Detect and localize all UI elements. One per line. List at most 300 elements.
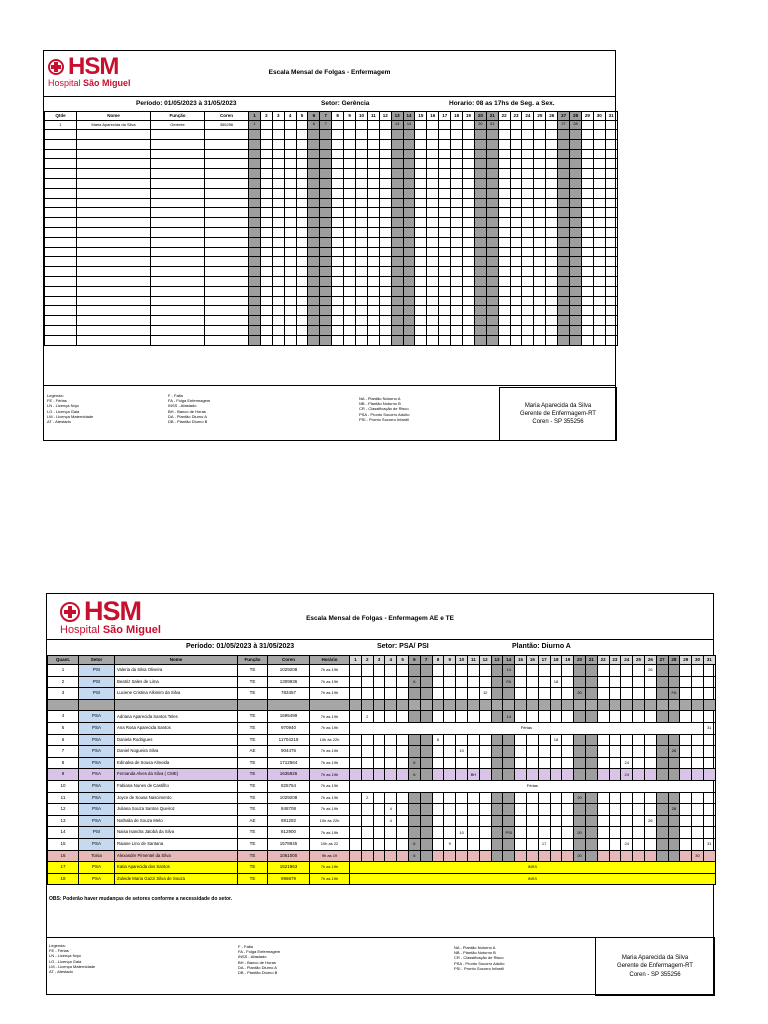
empty-day-cell <box>320 198 332 208</box>
empty-cell <box>77 296 151 306</box>
day-cell <box>408 688 420 700</box>
empty-day-cell <box>463 286 475 296</box>
day-cell <box>633 734 645 746</box>
quant-cell: 6 <box>48 734 79 746</box>
empty-day-cell <box>451 286 463 296</box>
day-header: 9 <box>444 656 456 665</box>
horario-cell: 7h as 19h <box>310 676 350 688</box>
empty-cell <box>205 188 249 198</box>
day-cell <box>550 838 562 850</box>
empty-day-cell <box>605 306 617 316</box>
empty-day-cell <box>510 169 522 179</box>
empty-day-cell <box>284 139 296 149</box>
empty-day-cell <box>581 208 593 218</box>
day-cell: BH <box>467 769 479 781</box>
empty-cell <box>77 130 151 140</box>
empty-day-cell <box>272 237 284 247</box>
empty-day-cell <box>249 198 261 208</box>
empty-day-cell <box>558 267 570 277</box>
setor-cell: PSI <box>79 676 115 688</box>
nome-cell: Raiane Lino de Santana <box>115 838 238 850</box>
empty-day-cell <box>593 149 605 159</box>
day-cell <box>703 676 715 688</box>
empty-day-cell <box>522 227 534 237</box>
horario-cell: 7h as 19h <box>310 862 350 874</box>
empty-day-cell <box>391 286 403 296</box>
empty-day-cell <box>332 286 344 296</box>
empty-day-cell <box>581 169 593 179</box>
day-cell <box>538 734 550 746</box>
day-cell <box>385 792 397 804</box>
day-cell: 4 <box>385 815 397 827</box>
empty-day-cell <box>367 306 379 316</box>
empty-day-cell <box>463 335 475 345</box>
empty-day-cell <box>308 169 320 179</box>
day-cell: 24 <box>621 769 633 781</box>
empty-day-cell <box>403 178 415 188</box>
empty-day-cell <box>605 267 617 277</box>
empty-day-cell <box>379 316 391 326</box>
column-header: Função <box>238 656 268 665</box>
empty-cell <box>205 227 249 237</box>
day-cell <box>680 676 692 688</box>
horario-cell: 10h as 22 <box>310 838 350 850</box>
empty-cell <box>205 149 249 159</box>
legend-item: Legenda: <box>49 943 66 948</box>
empty-day-cell <box>486 208 498 218</box>
empty-day-cell <box>558 178 570 188</box>
empty-day-cell <box>379 159 391 169</box>
day-cell <box>644 792 656 804</box>
day-header: 7 <box>420 656 432 665</box>
empty-day-cell <box>332 169 344 179</box>
empty-day-cell <box>439 198 451 208</box>
day-cell <box>515 769 527 781</box>
day-cell <box>550 711 562 723</box>
day-cell <box>467 688 479 700</box>
day-cell <box>350 838 362 850</box>
day-cell <box>479 711 491 723</box>
empty-day-cell <box>284 227 296 237</box>
day-cell <box>538 769 550 781</box>
table-row <box>48 665 716 677</box>
separator-cell <box>550 699 562 711</box>
empty-cell <box>151 325 205 335</box>
day-cell <box>456 711 468 723</box>
empty-day-cell <box>474 178 486 188</box>
empty-day-cell <box>356 257 368 267</box>
day-cell <box>538 688 550 700</box>
empty-day-cell <box>344 159 356 169</box>
empty-day-cell <box>356 218 368 228</box>
funcao-cell: AE <box>238 815 268 827</box>
empty-day-cell <box>534 335 546 345</box>
empty-day-cell <box>498 169 510 179</box>
day-cell <box>668 676 680 688</box>
empty-day-cell <box>498 247 510 257</box>
empty-day-cell <box>474 208 486 218</box>
empty-day-cell <box>308 247 320 257</box>
empty-day-cell <box>498 149 510 159</box>
empty-day-cell <box>356 286 368 296</box>
empty-day-cell <box>296 306 308 316</box>
empty-day-cell <box>427 149 439 159</box>
empty-cell <box>205 325 249 335</box>
day-cell: 14 <box>503 711 515 723</box>
empty-day-cell <box>249 296 261 306</box>
empty-day-cell <box>284 149 296 159</box>
day-cell <box>515 757 527 769</box>
empty-day-cell <box>534 198 546 208</box>
setor-cell: PSA <box>79 711 115 723</box>
empty-cell <box>45 227 77 237</box>
day-header: 15 <box>515 656 527 665</box>
day-cell <box>420 838 432 850</box>
quant-cell: 4 <box>48 711 79 723</box>
empty-day-cell <box>451 306 463 316</box>
empty-day-cell <box>344 335 356 345</box>
day-cell <box>432 792 444 804</box>
nome-cell: Beatriz Sales de Lima <box>115 676 238 688</box>
day-cell <box>609 838 621 850</box>
empty-day-cell <box>522 276 534 286</box>
empty-day-cell <box>463 139 475 149</box>
day-header: 10 <box>356 112 368 121</box>
day-cell <box>680 804 692 816</box>
day-cell <box>350 792 362 804</box>
empty-day-cell <box>570 159 582 169</box>
empty-day-cell <box>522 130 534 140</box>
day-cell <box>621 711 633 723</box>
empty-day-cell <box>320 276 332 286</box>
day-cell <box>444 688 456 700</box>
empty-day-cell <box>546 247 558 257</box>
empty-day-cell <box>558 169 570 179</box>
day-cell <box>526 746 538 758</box>
empty-day-cell <box>605 296 617 306</box>
day-cell <box>692 676 704 688</box>
empty-day-cell <box>403 286 415 296</box>
empty-day-cell <box>451 335 463 345</box>
day-cell <box>703 734 715 746</box>
day-cell <box>467 815 479 827</box>
empty-day-cell <box>379 296 391 306</box>
empty-day-cell <box>451 218 463 228</box>
day-header: 30 <box>692 656 704 665</box>
empty-day-cell <box>260 267 272 277</box>
nome-cell: Daniela Rodrigues <box>115 734 238 746</box>
funcao-cell: Gerente <box>151 121 205 130</box>
coren-cell: 970940 <box>268 722 310 734</box>
empty-day-cell <box>534 257 546 267</box>
empty-day-cell <box>558 257 570 267</box>
logo-subtitle: Hospital São Miguel <box>48 78 131 88</box>
day-cell <box>609 850 621 862</box>
empty-day-cell <box>463 306 475 316</box>
day-cell: 26 <box>644 665 656 677</box>
setor-cell: PSA <box>79 804 115 816</box>
empty-day-cell <box>486 130 498 140</box>
empty-day-cell <box>439 149 451 159</box>
table-row <box>48 838 716 850</box>
empty-day-cell <box>367 257 379 267</box>
day-cell <box>550 769 562 781</box>
empty-day-cell <box>451 188 463 198</box>
empty-day-cell <box>451 276 463 286</box>
empty-day-cell <box>272 208 284 218</box>
empty-day-cell <box>439 178 451 188</box>
day-cell <box>503 815 515 827</box>
day-cell <box>385 757 397 769</box>
day-cell <box>574 757 586 769</box>
empty-day-cell <box>581 159 593 169</box>
empty-day-cell <box>272 267 284 277</box>
empty-day-cell <box>570 208 582 218</box>
day-cell: 4 <box>385 804 397 816</box>
day-header: 8 <box>332 112 344 121</box>
empty-day-cell <box>534 188 546 198</box>
empty-day-cell <box>391 169 403 179</box>
horario-cell: 7h as 19h <box>310 769 350 781</box>
empty-day-cell <box>474 267 486 277</box>
day-cell <box>420 850 432 862</box>
empty-day-cell <box>296 296 308 306</box>
empty-day-cell <box>474 169 486 179</box>
day-cell <box>503 688 515 700</box>
empty-day-cell <box>534 267 546 277</box>
day-cell <box>644 734 656 746</box>
day-cell <box>585 757 597 769</box>
empty-day-cell <box>367 296 379 306</box>
day-cell <box>344 121 356 130</box>
day-header: 12 <box>379 112 391 121</box>
empty-cell <box>205 306 249 316</box>
empty-day-cell <box>260 296 272 306</box>
empty-day-cell <box>272 306 284 316</box>
day-cell <box>515 815 527 827</box>
empty-day-cell <box>486 276 498 286</box>
day-cell <box>562 815 574 827</box>
span-note-cell: Férias <box>350 722 704 734</box>
empty-cell <box>151 306 205 316</box>
table-row <box>48 734 716 746</box>
day-cell <box>526 850 538 862</box>
day-cell <box>656 746 668 758</box>
empty-day-cell <box>522 316 534 326</box>
legend-item: INSS - Afastado <box>168 403 197 409</box>
empty-day-cell <box>367 139 379 149</box>
day-header: 11 <box>367 112 379 121</box>
empty-day-cell <box>415 218 427 228</box>
day-cell <box>562 757 574 769</box>
day-header: 10 <box>456 656 468 665</box>
empty-day-cell <box>593 198 605 208</box>
empty-day-cell <box>474 296 486 306</box>
empty-cell <box>77 218 151 228</box>
empty-cell <box>77 306 151 316</box>
empty-cell <box>205 159 249 169</box>
empty-day-cell <box>320 237 332 247</box>
empty-cell <box>77 169 151 179</box>
day-cell <box>644 711 656 723</box>
empty-day-cell <box>463 178 475 188</box>
empty-day-cell <box>605 237 617 247</box>
day-cell <box>692 838 704 850</box>
setor-cell: PSI <box>79 688 115 700</box>
setor-label: Setor: Gerência <box>321 100 370 107</box>
day-cell <box>526 688 538 700</box>
empty-day-cell <box>391 257 403 267</box>
empty-cell <box>151 178 205 188</box>
nome-cell: Daniel Nogueira Silva <box>115 746 238 758</box>
horario-cell: 7h as 19h <box>310 665 350 677</box>
empty-row <box>45 139 618 149</box>
day-cell <box>515 838 527 850</box>
day-cell <box>456 757 468 769</box>
horario-cell: 7h as 19h <box>310 688 350 700</box>
separator-cell <box>703 699 715 711</box>
empty-cell <box>77 276 151 286</box>
empty-day-cell <box>463 149 475 159</box>
day-cell <box>444 815 456 827</box>
day-cell <box>397 688 409 700</box>
empty-day-cell <box>581 257 593 267</box>
day-cell <box>585 676 597 688</box>
empty-day-cell <box>415 130 427 140</box>
day-cell <box>597 746 609 758</box>
empty-cell <box>45 335 77 345</box>
empty-day-cell <box>284 335 296 345</box>
day-cell: 20 <box>574 688 586 700</box>
empty-day-cell <box>415 335 427 345</box>
day-cell <box>479 792 491 804</box>
day-cell <box>597 792 609 804</box>
empty-day-cell <box>474 130 486 140</box>
legend-item: LN - Licença Nojo <box>47 403 79 409</box>
day-cell: 6 <box>408 850 420 862</box>
day-header: 21 <box>486 112 498 121</box>
empty-cell <box>151 149 205 159</box>
day-cell <box>408 815 420 827</box>
empty-day-cell <box>391 316 403 326</box>
empty-day-cell <box>427 306 439 316</box>
empty-day-cell <box>308 316 320 326</box>
day-cell <box>408 792 420 804</box>
day-cell <box>350 711 362 723</box>
day-cell <box>467 792 479 804</box>
legend-item: AT - Atestado <box>49 968 73 974</box>
setor-cell: PSI <box>79 827 115 839</box>
nome-cell: Zuleide Maria Gazzi Silva de Souza <box>115 873 238 885</box>
empty-cell <box>205 296 249 306</box>
empty-day-cell <box>356 247 368 257</box>
empty-day-cell <box>581 149 593 159</box>
empty-day-cell <box>367 276 379 286</box>
empty-day-cell <box>260 286 272 296</box>
day-cell <box>656 676 668 688</box>
day-cell <box>609 734 621 746</box>
day-cell <box>562 665 574 677</box>
day-cell <box>491 757 503 769</box>
day-cell <box>479 804 491 816</box>
empty-day-cell <box>272 325 284 335</box>
empty-day-cell <box>260 159 272 169</box>
legend-item: FA - Folga Enfermagem <box>238 949 281 955</box>
separator-cell <box>491 699 503 711</box>
empty-day-cell <box>439 139 451 149</box>
day-cell <box>503 769 515 781</box>
empty-day-cell <box>558 130 570 140</box>
setor-cell: PSI <box>79 665 115 677</box>
empty-day-cell <box>427 296 439 306</box>
empty-day-cell <box>272 296 284 306</box>
empty-day-cell <box>260 188 272 198</box>
empty-day-cell <box>367 149 379 159</box>
empty-day-cell <box>486 188 498 198</box>
empty-day-cell <box>522 325 534 335</box>
day-cell <box>692 827 704 839</box>
empty-day-cell <box>439 335 451 345</box>
empty-day-cell <box>463 130 475 140</box>
empty-day-cell <box>332 130 344 140</box>
day-cell <box>444 792 456 804</box>
legend-item: LG - Licença Gala <box>49 958 82 964</box>
logo-brand: HSM <box>84 596 141 626</box>
day-cell <box>680 850 692 862</box>
empty-day-cell <box>260 208 272 218</box>
day-cell <box>692 815 704 827</box>
empty-cell <box>205 335 249 345</box>
setor-cell: PSA <box>79 734 115 746</box>
empty-day-cell <box>605 139 617 149</box>
day-cell <box>633 804 645 816</box>
empty-row <box>45 178 618 188</box>
day-cell <box>397 827 409 839</box>
empty-day-cell <box>570 257 582 267</box>
empty-day-cell <box>546 257 558 267</box>
empty-day-cell <box>320 188 332 198</box>
empty-day-cell <box>379 188 391 198</box>
empty-day-cell <box>344 149 356 159</box>
separator-cell <box>609 699 621 711</box>
day-cell <box>420 734 432 746</box>
day-cell <box>444 850 456 862</box>
day-cell <box>479 850 491 862</box>
nome-cell: Katia Aparecida dos Santos <box>115 862 238 874</box>
empty-day-cell <box>296 149 308 159</box>
day-cell: 9 <box>444 838 456 850</box>
day-cell <box>361 757 373 769</box>
empty-day-cell <box>463 267 475 277</box>
empty-day-cell <box>558 159 570 169</box>
empty-day-cell <box>379 267 391 277</box>
empty-day-cell <box>570 276 582 286</box>
day-cell <box>597 827 609 839</box>
empty-day-cell <box>427 130 439 140</box>
day-cell <box>585 850 597 862</box>
empty-day-cell <box>344 188 356 198</box>
empty-day-cell <box>558 149 570 159</box>
empty-day-cell <box>320 296 332 306</box>
setor-cell: Tonia <box>79 850 115 862</box>
day-header: 16 <box>427 112 439 121</box>
empty-day-cell <box>439 218 451 228</box>
column-header: Horário <box>310 656 350 665</box>
horario-label: Horario: 08 as 17hs de Seg. a Sex. <box>449 100 555 107</box>
schedule-table <box>44 111 618 346</box>
empty-day-cell <box>249 257 261 267</box>
empty-day-cell <box>308 149 320 159</box>
